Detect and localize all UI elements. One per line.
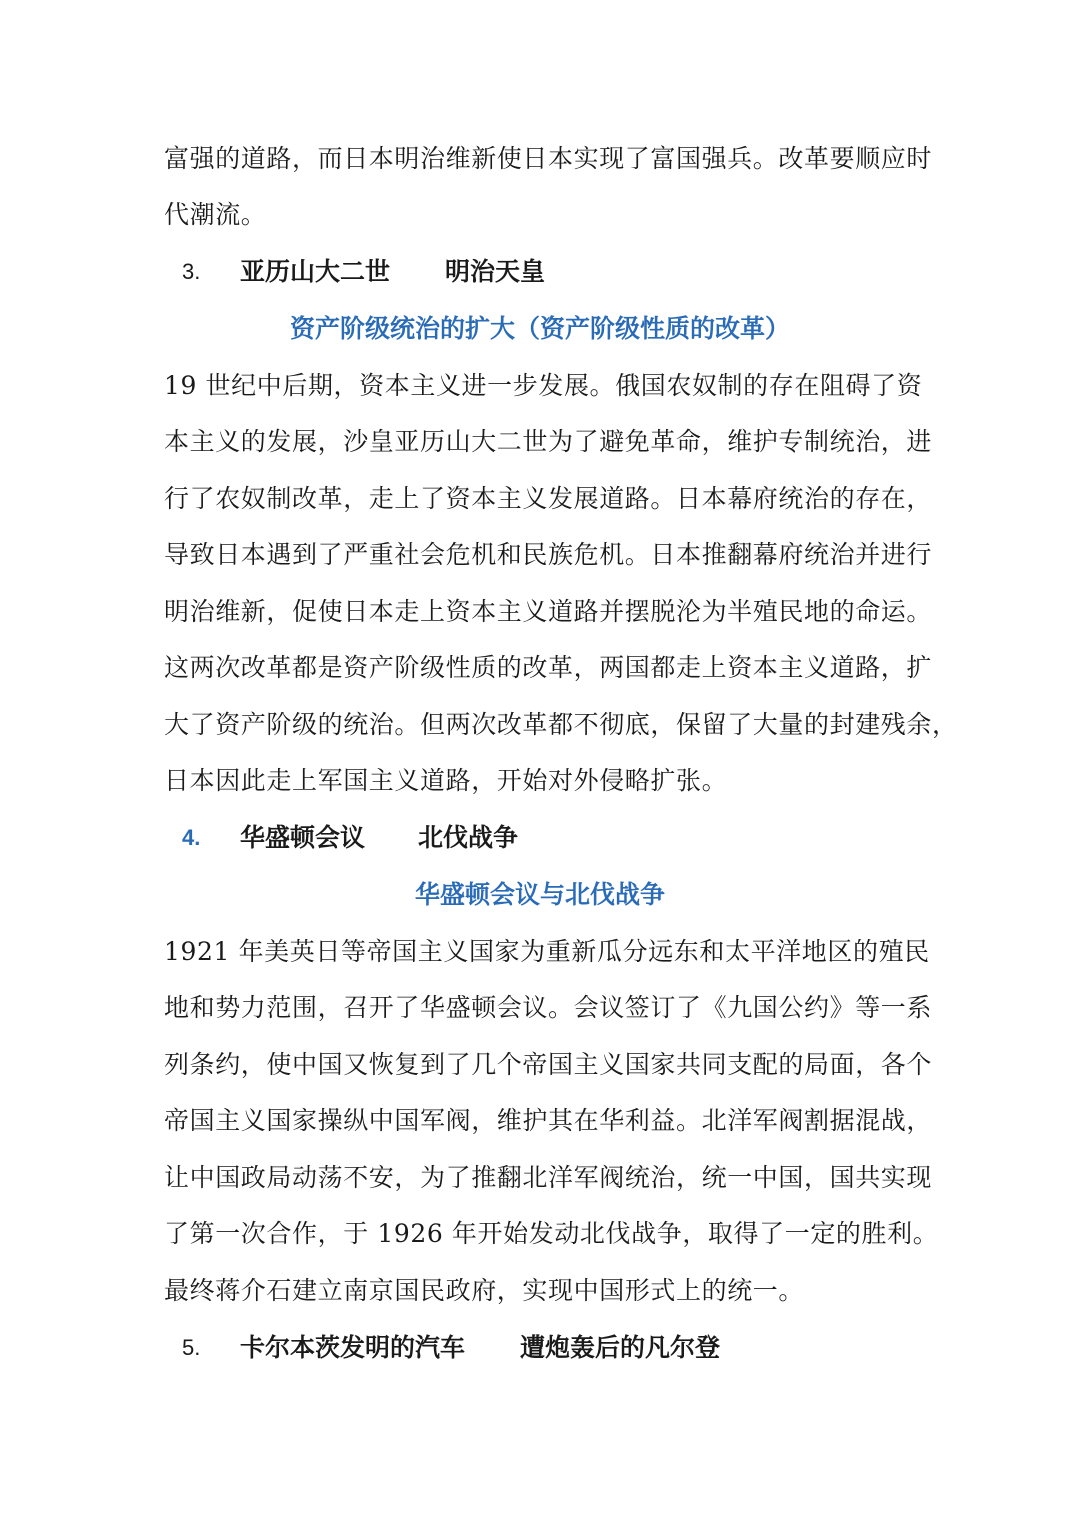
para4-line-5: 让中国政局动荡不安，为了推翻北洋军阀统治，统一中国，国共实现: [164, 1163, 933, 1192]
item-5-label-a: 卡尔本茨发明的汽车: [240, 1333, 466, 1362]
para1-line-1: 富强的道路，而日本明治维新使日本实现了富国强兵。改革要顺应时: [164, 144, 933, 173]
item-4: [0, 821, 1080, 855]
para3-line-6: 这两次改革都是资产阶级性质的改革，两国都走上资本主义道路，扩: [164, 653, 933, 682]
item-3-label-b: 明治天皇: [445, 257, 546, 286]
para3-line-7: 大了资产阶级的统治。但两次改革都不彻底，保留了大量的封建残余，: [164, 710, 958, 739]
section-heading-3: 资产阶级统治的扩大（资产阶级性质的改革）: [289, 314, 790, 343]
para4-line-7: 最终蒋介石建立南京国民政府，实现中国形式上的统一。: [164, 1276, 805, 1305]
para3-line-1: 19 世纪中后期，资本主义进一步发展。俄国农奴制的存在阻碍了资: [164, 371, 923, 400]
item-5-number: 5.: [182, 1335, 201, 1360]
item-5: [0, 1331, 1080, 1365]
para4-line-1: 1921 年美英日等帝国主义国家为重新瓜分远东和太平洋地区的殖民: [164, 937, 930, 966]
item-5-label-b: 遭炮轰后的凡尔登: [520, 1333, 721, 1362]
para3-line-2: 本主义的发展，沙皇亚历山大二世为了避免革命，维护专制统治，进: [164, 427, 933, 456]
para3-line-5: 明治维新，促使日本走上资本主义道路并摆脱沦为半殖民地的命运。: [164, 597, 933, 626]
para4-line-3: 列条约，使中国又恢复到了几个帝国主义国家共同支配的局面，各个: [164, 1050, 933, 1079]
item-3: [0, 255, 1080, 289]
para3-line-8: 日本因此走上军国主义道路，开始对外侵略扩张。: [164, 766, 728, 795]
para4-line-2: 地和势力范围，召开了华盛顿会议。会议签订了《九国公约》等一系: [164, 993, 933, 1022]
para4-line-4: 帝国主义国家操纵中国军阀，维护其在华利益。北洋军阀割据混战，: [164, 1106, 933, 1135]
para4-line-6: 了第一次合作，于 1926 年开始发动北伐战争，取得了一定的胜利。: [164, 1219, 939, 1248]
item-3-number: 3.: [182, 259, 201, 284]
para1-line-2: 代潮流。: [164, 200, 267, 229]
para3-line-4: 导致日本遇到了严重社会危机和民族危机。日本推翻幕府统治并进行: [164, 540, 933, 569]
item-4-label-b: 北伐战争: [418, 823, 519, 852]
item-4-label-a: 华盛顿会议: [240, 823, 366, 852]
item-4-number: 4.: [182, 825, 201, 850]
item-3-label-a: 亚历山大二世: [240, 257, 391, 286]
para3-line-3: 行了农奴制改革，走上了资本主义发展道路。日本幕府统治的存在，: [164, 484, 933, 513]
section-heading-4: 华盛顿会议与北伐战争: [414, 880, 665, 909]
